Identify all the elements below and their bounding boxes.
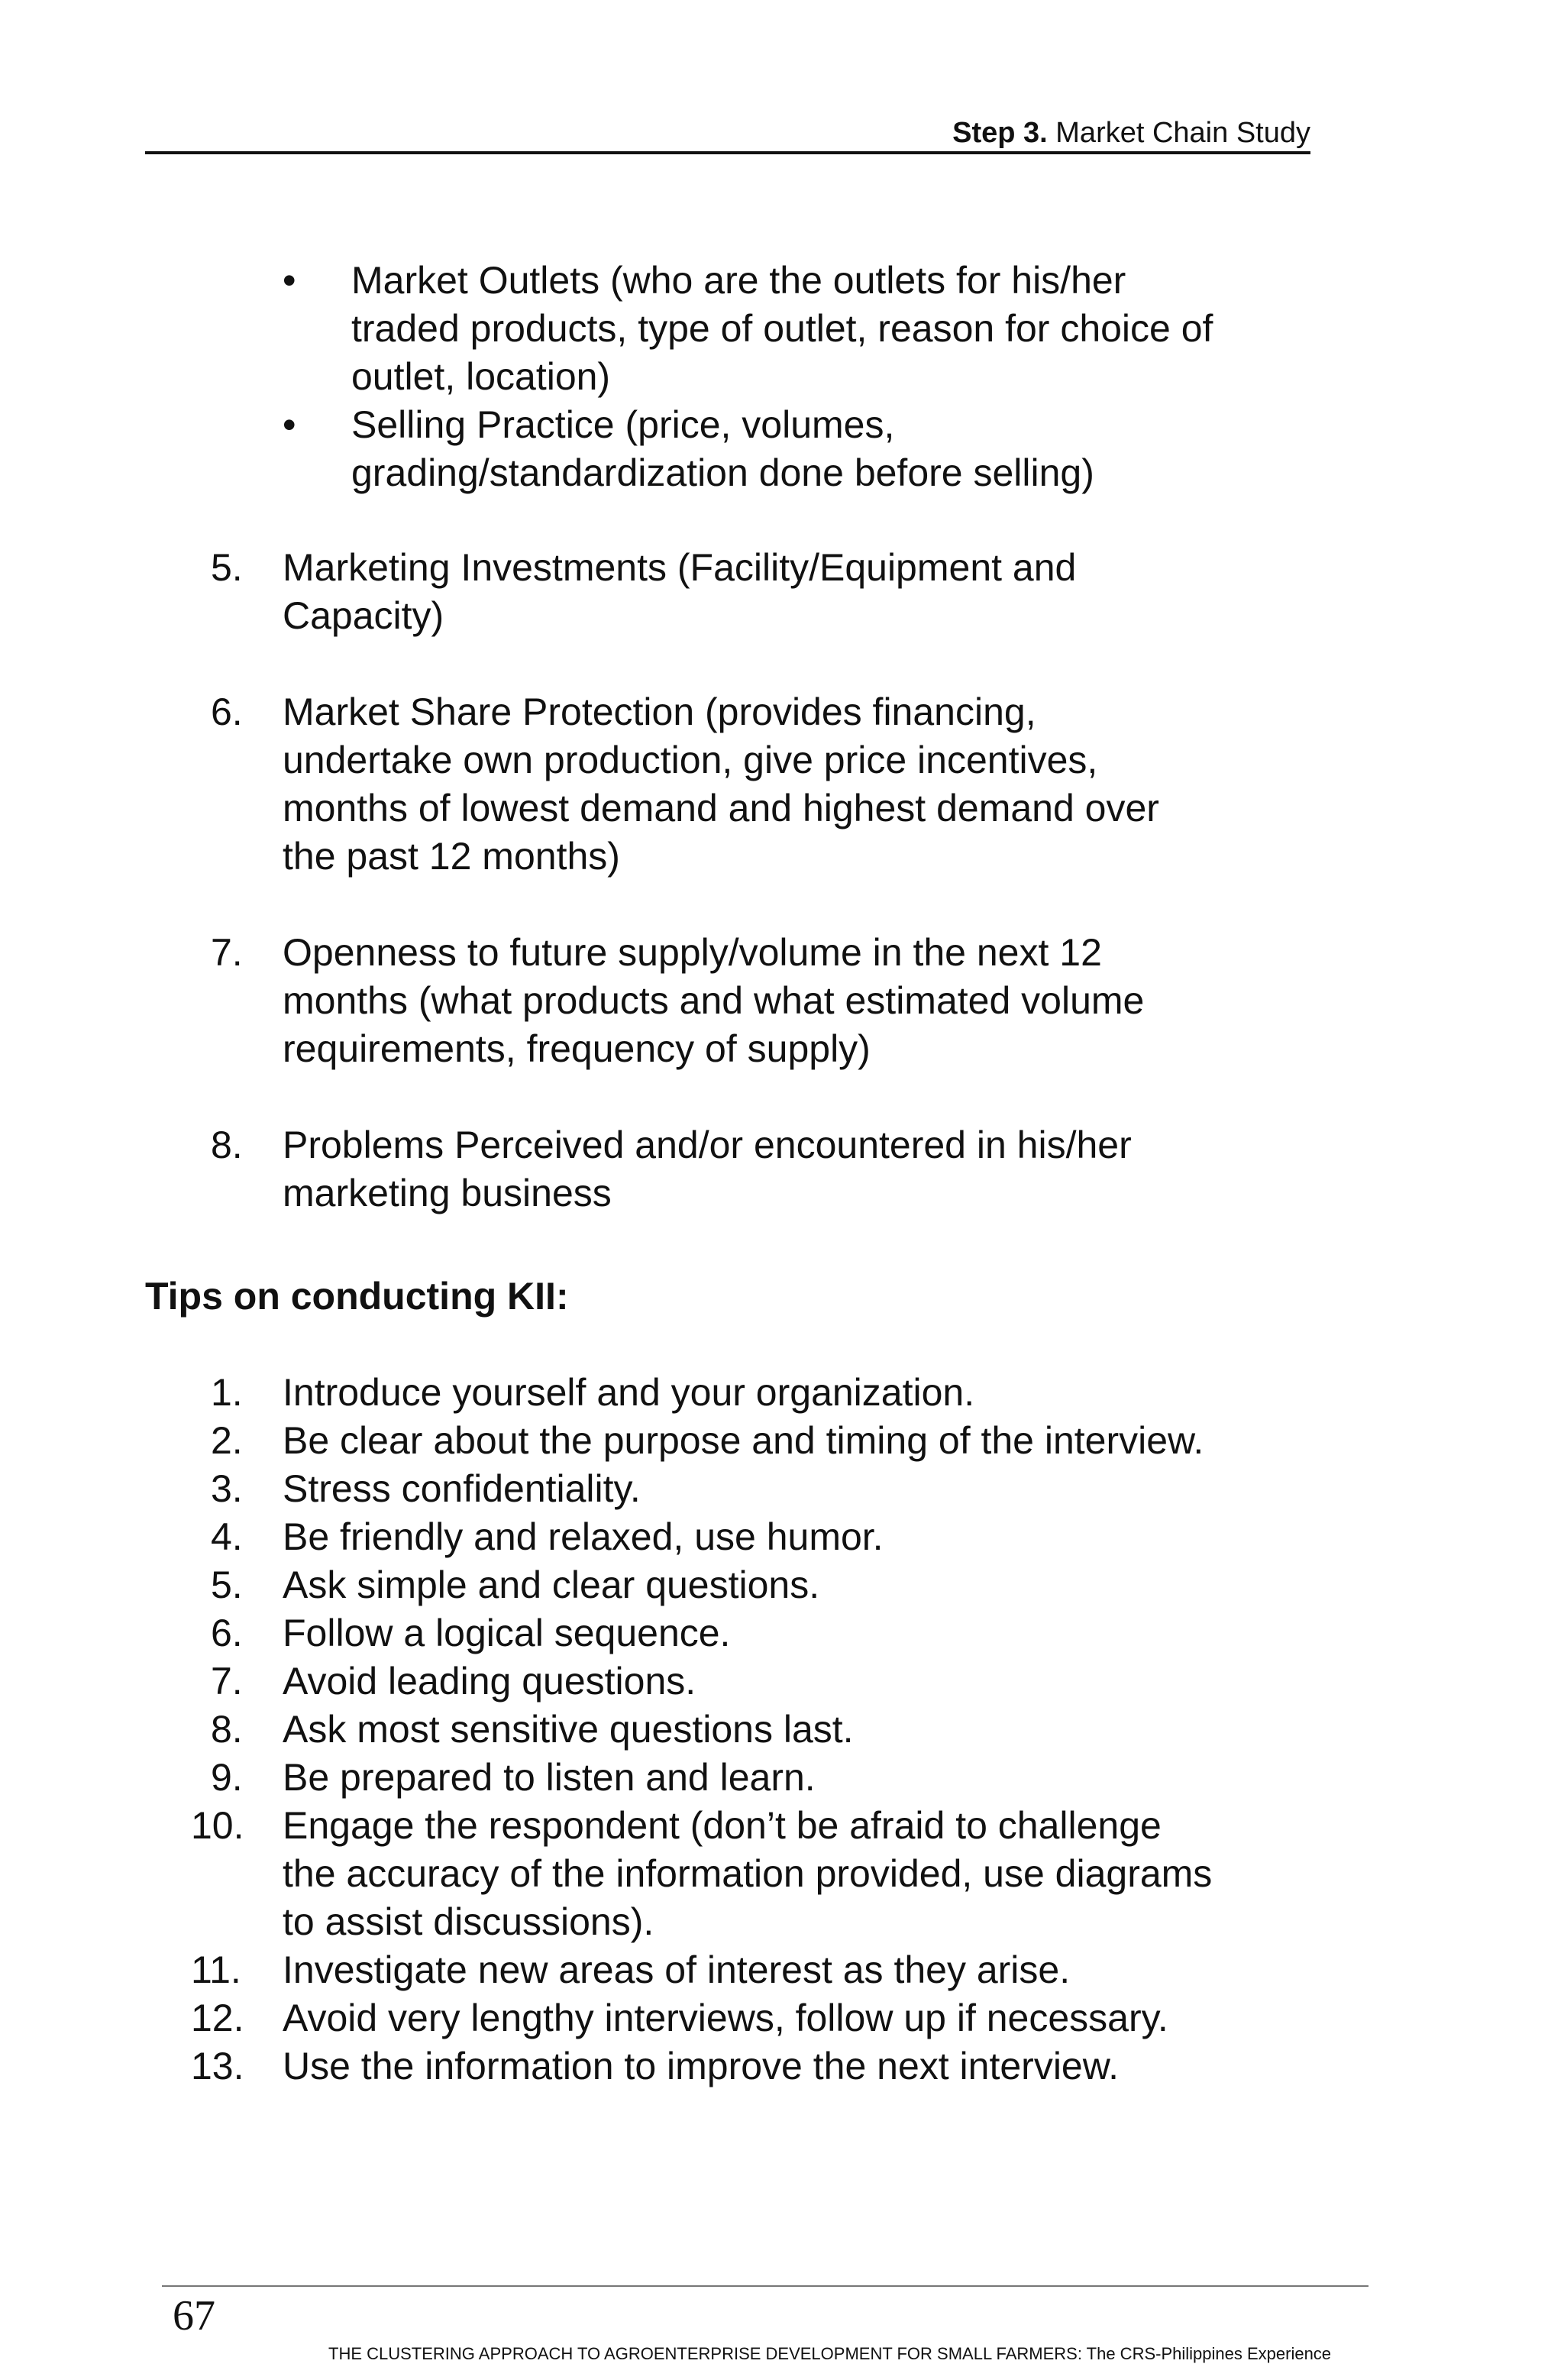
- tip-item: [191, 2042, 1356, 2091]
- page-number: 67: [173, 2292, 215, 2340]
- running-header: [145, 115, 1310, 151]
- list-item: [211, 544, 1356, 640]
- bullet-line: Selling Practice (price, volumes,: [351, 403, 895, 446]
- numbered-list: [211, 544, 1356, 1266]
- tip-line: Introduce yourself and your organization.: [283, 1371, 975, 1414]
- tip-line: Stress confidentiality.: [283, 1467, 641, 1510]
- footer-title: THE CLUSTERING APPROACH TO AGROENTERPRISE DEVELOPMENT FOR SMALL FARMERS: The CRS-Philippines Experience: [328, 2344, 1332, 2363]
- list-line: marketing business: [283, 1172, 612, 1214]
- tip-number: 3.: [211, 1467, 243, 1510]
- tip-item: [211, 1369, 1356, 1417]
- tip-line: Be prepared to listen and learn.: [283, 1756, 816, 1799]
- list-number: 5.: [211, 546, 243, 589]
- tip-number: 9.: [211, 1756, 243, 1799]
- list-line: Openness to future supply/volume in the next 12: [283, 931, 1102, 974]
- tip-item: [211, 1609, 1356, 1657]
- list-line: months of lowest demand and highest demand over: [283, 787, 1159, 829]
- tip-number: 4.: [211, 1515, 243, 1558]
- list-item: [211, 929, 1356, 1073]
- tip-item: [191, 1994, 1356, 2042]
- tip-line: Engage the respondent (don’t be afraid to challenge: [283, 1804, 1162, 1847]
- tip-number: 13.: [191, 2045, 244, 2087]
- tip-line: Be clear about the purpose and timing of the interview.: [283, 1419, 1204, 1462]
- bullet-line: grading/standardization done before selling): [351, 451, 1094, 494]
- bullet-line: Market Outlets (who are the outlets for his/her: [351, 259, 1126, 302]
- list-line: undertake own production, give price incentives,: [283, 739, 1098, 781]
- list-line: Capacity): [283, 594, 444, 637]
- tip-number: 1.: [211, 1371, 243, 1414]
- bullet-list: [283, 257, 1352, 497]
- bullet-item: [283, 257, 1352, 401]
- list-line: Marketing Investments (Facility/Equipment and: [283, 546, 1077, 589]
- bullet-glyph: •: [283, 403, 296, 446]
- tip-line: Be friendly and relaxed, use humor.: [283, 1515, 884, 1558]
- tip-number: 10.: [191, 1804, 244, 1847]
- list-number: 6.: [211, 690, 243, 733]
- tip-item: [211, 1706, 1356, 1754]
- tip-number: 11.: [191, 1948, 241, 1991]
- tip-item: [211, 1513, 1356, 1561]
- tip-number: 8.: [211, 1708, 243, 1751]
- list-line: requirements, frequency of supply): [283, 1027, 871, 1070]
- tips-list: [191, 1369, 1356, 2091]
- tip-line: Avoid leading questions.: [283, 1660, 696, 1703]
- tip-line: Avoid very lengthy interviews, follow up if necessary.: [283, 1997, 1168, 2039]
- list-number: 7.: [211, 931, 243, 974]
- bullet-line: outlet, location): [351, 355, 611, 398]
- bullet-glyph: •: [283, 259, 296, 302]
- tip-number: 7.: [211, 1660, 243, 1703]
- tip-item: [211, 1657, 1356, 1706]
- footer-rule: [162, 2285, 1368, 2287]
- tip-line: Investigate new areas of interest as they arise.: [283, 1948, 1071, 1991]
- tip-item: [211, 1417, 1356, 1465]
- tip-number: 12.: [191, 1997, 244, 2039]
- tip-line: Ask most sensitive questions last.: [283, 1708, 854, 1751]
- header-rule: [145, 151, 1310, 154]
- running-header-title: Market Chain Study: [1055, 117, 1310, 149]
- list-number: 8.: [211, 1124, 243, 1166]
- tip-item: [191, 1946, 1356, 1994]
- list-line: months (what products and what estimated volume: [283, 979, 1145, 1022]
- list-item: [211, 1121, 1356, 1217]
- tip-line: to assist discussions).: [283, 1900, 654, 1943]
- tip-item: [211, 1465, 1356, 1513]
- tip-number: 2.: [211, 1419, 243, 1462]
- tip-line: the accuracy of the information provided, use diagrams: [283, 1852, 1213, 1895]
- list-line: the past 12 months): [283, 835, 620, 878]
- running-header-step: Step 3.: [952, 117, 1048, 149]
- list-line: Market Share Protection (provides financing,: [283, 690, 1036, 733]
- bullet-line: traded products, type of outlet, reason for choice of: [351, 307, 1213, 350]
- tip-item: [211, 1754, 1356, 1802]
- tip-item: [191, 1802, 1356, 1946]
- tip-line: Use the information to improve the next interview.: [283, 2045, 1119, 2087]
- tip-number: 5.: [211, 1563, 243, 1606]
- bullet-item: [283, 401, 1352, 497]
- tip-item: [211, 1561, 1356, 1609]
- list-item: [211, 688, 1356, 881]
- tip-line: Ask simple and clear questions.: [283, 1563, 820, 1606]
- tip-line: Follow a logical sequence.: [283, 1612, 731, 1654]
- section-heading: Tips on conducting KII:: [145, 1275, 569, 1318]
- tip-number: 6.: [211, 1612, 243, 1654]
- list-line: Problems Perceived and/or encountered in his/her: [283, 1124, 1132, 1166]
